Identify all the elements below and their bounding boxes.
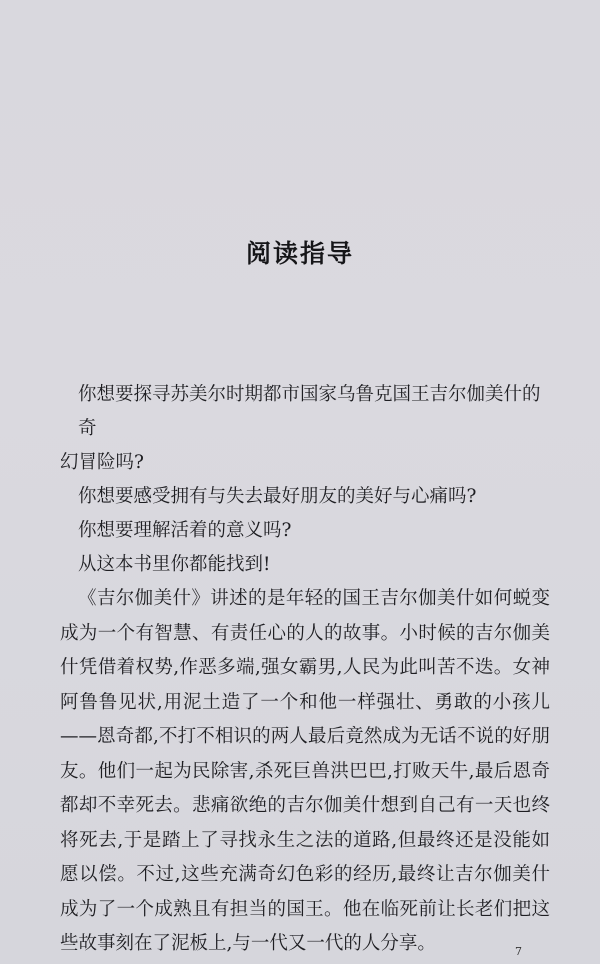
summary-paragraph: 《吉尔伽美什》讲述的是年轻的国王吉尔伽美什如何蜕变成为一个有智慧、有责任心的人的故事。小时候的吉尔伽美什凭借着权势,作恶多端,强女霸男,人民为此叫苦不迭。女神阿鲁鲁见状,用泥土造了一个和他一样强壮、勇敢的小孩儿——恩奇都,不打不相识的两人最后竟然成为无话不说的好朋友。他们一起为民除害,杀死巨兽洪巴巴,打败天牛,最后恩奇都却不幸死去。悲痛欲绝的吉尔伽美什想到自己有一天也终将死去,于是踏上了寻找永生之法的道路,但最终还是没能如愿以偿。不过,这些充满奇幻色彩的经历,最终让吉尔伽美什成为了一个成熟且有担当的国王。他在临死前让长老们把这些故事刻在了泥板上,与一代又一代的人分享。: [60, 588, 550, 954]
page-title: 阅读指导: [245, 239, 354, 268]
intro-question-1-line-1: 你想要探寻苏美尔时期都市国家乌鲁克国王吉尔伽美什的奇: [78, 384, 541, 439]
intro-question-3: 你想要理解活着的意义吗?: [78, 520, 292, 541]
intro-question-1-line-2: 幻冒险吗?: [60, 452, 144, 473]
intro-questions: [60, 378, 548, 582]
intro-answer: 从这本书里你都能找到!: [78, 554, 271, 575]
intro-question-2: 你想要感受拥有与失去最好朋友的美好与心痛吗?: [78, 486, 477, 507]
page-number: 7: [515, 945, 522, 958]
